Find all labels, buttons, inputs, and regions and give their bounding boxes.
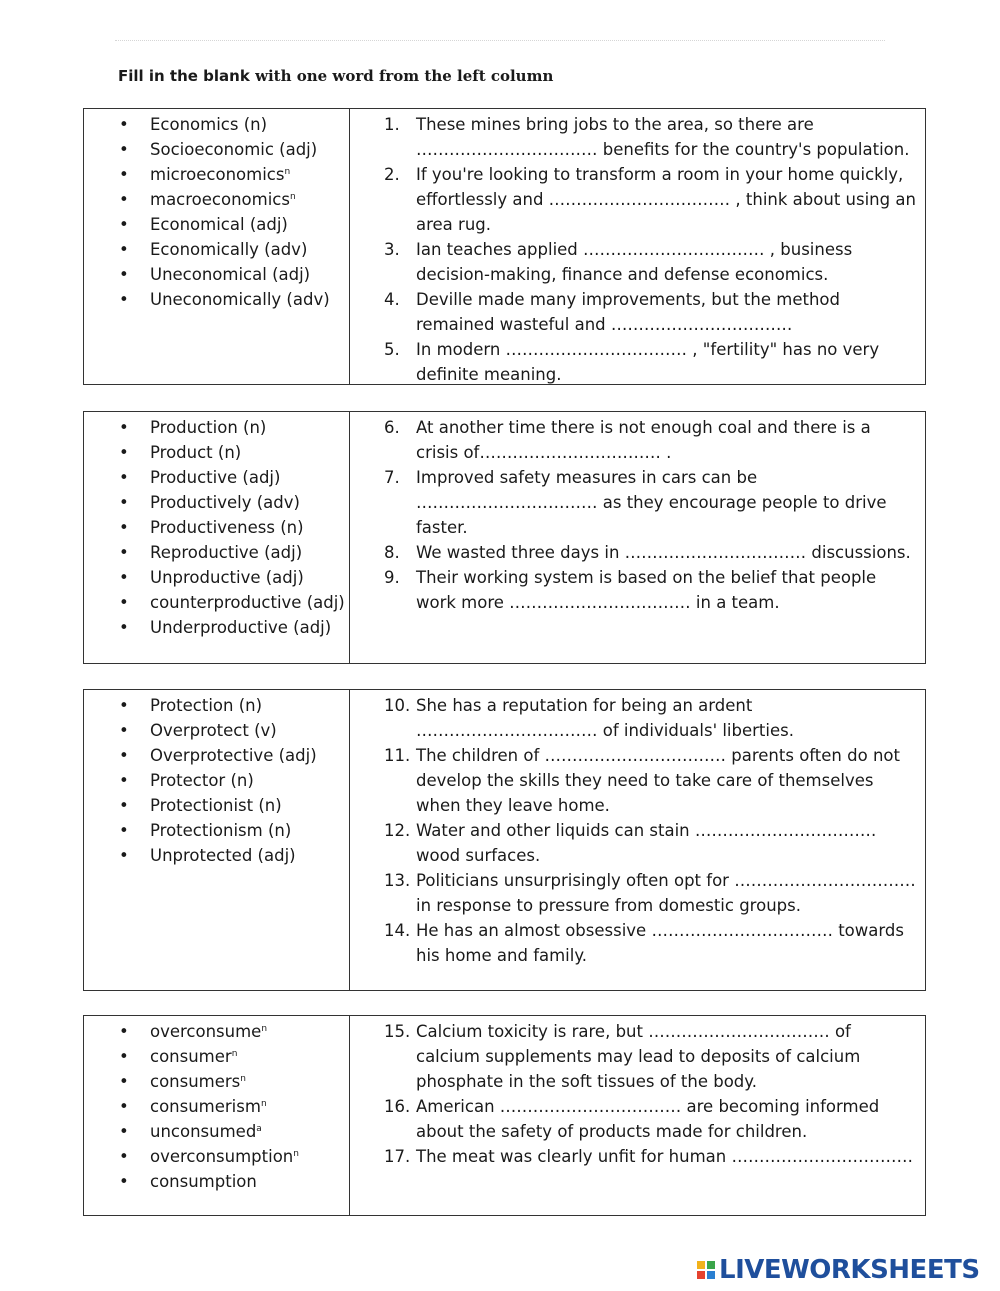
sentence-item [384, 1094, 917, 1144]
sentence-item [384, 1019, 917, 1094]
sentence-item [384, 1144, 917, 1169]
word-option-text: Overprotect (v) [150, 721, 277, 740]
word-option-text: Uneconomical (adj) [150, 265, 311, 284]
sentence-text: She has a reputation for being an ardent …………………………… of individuals' liberties. [416, 696, 794, 740]
instruction-part2: with one word from the left column [249, 67, 554, 85]
word-option [84, 112, 349, 137]
word-class-superscript: n [240, 1074, 247, 1084]
sentence-number: 9. [384, 568, 400, 587]
word-option [84, 287, 349, 312]
word-option-text: Productively (adv) [150, 493, 300, 512]
sentence-number: 7. [384, 468, 400, 487]
sentence-column [350, 690, 925, 990]
word-option [84, 693, 349, 718]
word-option-text: Economically (adv) [150, 240, 308, 259]
word-option-text: consumer [150, 1047, 232, 1066]
sentence-text: Calcium toxicity is rare, but …………………………… of calcium supplements may lead to deposits of calcium phosphate in the soft tissues of the body. [416, 1022, 861, 1091]
sentence-number: 6. [384, 418, 400, 437]
word-option-text: Overprotective (adj) [150, 746, 317, 765]
sentence-item [384, 287, 917, 337]
word-option-text: consumers [150, 1072, 241, 1091]
word-option [84, 1019, 349, 1044]
word-option-text: unconsumed [150, 1122, 257, 1141]
sentence-text: If you're looking to transform a room in your home quickly, effortlessly and …………………………… , think about using an area rug. [416, 165, 916, 234]
sentence-item [384, 693, 917, 743]
sentence-text: Politicians unsurprisingly often opt for …………………………… in response to pressure from domestic groups. [416, 871, 916, 915]
word-option [84, 187, 349, 212]
sentence-number: 2. [384, 165, 400, 184]
word-option-text: Reproductive (adj) [150, 543, 303, 562]
sentence-item [384, 743, 917, 818]
word-class-superscript: n [231, 1049, 238, 1059]
instruction-part1: Fill in the blank [118, 67, 250, 85]
sentence-text: These mines bring jobs to the area, so there are …………………………… benefits for the country's population. [416, 115, 910, 159]
word-option [84, 743, 349, 768]
sentence-item [384, 818, 917, 868]
word-class-superscript: n [260, 1099, 267, 1109]
word-class-superscript: n [293, 1149, 299, 1159]
sentence-number: 14. [384, 921, 411, 940]
word-option-text: Economics (n) [150, 115, 268, 134]
word-column [84, 412, 350, 663]
sentence-number: 16. [384, 1097, 411, 1116]
exercise-block-production [83, 411, 926, 664]
exercise-block-consumption [83, 1015, 926, 1216]
instruction [118, 66, 553, 85]
word-option [84, 515, 349, 540]
sentence-item [384, 415, 917, 465]
word-option-text: Protection (n) [150, 696, 263, 715]
sentence-item [384, 918, 917, 968]
word-option-text: macroeconomics [150, 190, 290, 209]
word-option [84, 1169, 349, 1194]
sentence-number: 4. [384, 290, 400, 309]
word-option [84, 590, 349, 615]
word-option [84, 162, 349, 187]
logo-mark-icon [697, 1261, 715, 1279]
word-option [84, 768, 349, 793]
word-option [84, 237, 349, 262]
word-class-superscript: n [261, 1024, 268, 1034]
word-option [84, 565, 349, 590]
word-option [84, 1094, 349, 1119]
word-option [84, 615, 349, 640]
word-column [84, 109, 350, 384]
word-option-text: overconsumption [150, 1147, 294, 1166]
word-option-text: counterproductive (adj) [150, 593, 345, 612]
exercise-block-protection [83, 689, 926, 991]
word-option-text: Production (n) [150, 418, 267, 437]
word-option [84, 718, 349, 743]
sentence-text: At another time there is not enough coal and there is a crisis of…………………………… . [416, 418, 871, 462]
logo-text: LIVEWORKSHEETS [719, 1255, 980, 1285]
sentence-item [384, 162, 917, 237]
sentence-number: 5. [384, 340, 400, 359]
word-option-text: Productive (adj) [150, 468, 281, 487]
sentence-number: 15. [384, 1022, 411, 1041]
word-class-superscript: n [284, 167, 291, 177]
word-option [84, 540, 349, 565]
sentence-number: 8. [384, 543, 400, 562]
word-option-text: Protector (n) [150, 771, 254, 790]
word-class-superscript: n [289, 192, 296, 202]
word-option [84, 440, 349, 465]
liveworksheets-logo [697, 1255, 980, 1285]
sentence-number: 1. [384, 115, 400, 134]
word-option-text: consumption [150, 1172, 257, 1191]
sentence-item [384, 465, 917, 540]
sentence-text: Water and other liquids can stain …………………………… wood surfaces. [416, 821, 877, 865]
sentence-item [384, 565, 917, 615]
sentence-number: 3. [384, 240, 400, 259]
word-option-text: Economical (adj) [150, 215, 288, 234]
sentence-number: 17. [384, 1147, 411, 1166]
sentence-text: He has an almost obsessive …………………………… towards his home and family. [416, 921, 904, 965]
word-option [84, 1044, 349, 1069]
word-option [84, 415, 349, 440]
sentence-item [384, 868, 917, 918]
word-option-text: Socioeconomic (adj) [150, 140, 318, 159]
sentence-column [350, 412, 925, 663]
sentence-text: Their working system is based on the belief that people work more …………………………… in a team. [416, 568, 877, 612]
word-option [84, 793, 349, 818]
word-option [84, 490, 349, 515]
sentence-item [384, 540, 917, 565]
word-option-text: Protectionism (n) [150, 821, 292, 840]
word-column [84, 1016, 350, 1215]
word-option [84, 1144, 349, 1169]
exercise-block-economics [83, 108, 926, 385]
word-option [84, 212, 349, 237]
sentence-item [384, 112, 917, 162]
word-option [84, 843, 349, 868]
sentence-column [350, 1016, 925, 1215]
sentence-text: American …………………………… are becoming informed about the safety of products made for children. [416, 1097, 880, 1141]
word-column [84, 690, 350, 990]
word-option-text: consumerism [150, 1097, 261, 1116]
word-option-text: Product (n) [150, 443, 242, 462]
word-option-text: Productiveness (n) [150, 518, 304, 537]
word-option [84, 1119, 349, 1144]
word-option-text: Uneconomically (adv) [150, 290, 330, 309]
word-option [84, 818, 349, 843]
word-option [84, 1069, 349, 1094]
sentence-text: We wasted three days in …………………………… discussions. [416, 543, 911, 562]
sentence-text: Improved safety measures in cars can be …………………………… as they encourage people to drive faster. [416, 468, 887, 537]
word-option-text: overconsume [150, 1022, 262, 1041]
word-option-text: Underproductive (adj) [150, 618, 332, 637]
word-option [84, 262, 349, 287]
top-divider [115, 40, 885, 41]
word-option-text: Unprotected (adj) [150, 846, 296, 865]
word-option [84, 137, 349, 162]
sentence-text: The meat was clearly unfit for human …………………………… [416, 1147, 913, 1166]
word-option-text: microeconomics [150, 165, 285, 184]
sentence-text: Ian teaches applied …………………………… , business decision-making, finance and defense economics. [416, 240, 853, 284]
sentence-item [384, 337, 917, 387]
sentence-number: 13. [384, 871, 411, 890]
sentence-column [350, 109, 925, 384]
sentence-number: 12. [384, 821, 411, 840]
sentence-number: 10. [384, 696, 411, 715]
sentence-number: 11. [384, 746, 411, 765]
sentence-text: Deville made many improvements, but the method remained wasteful and …………………………… [416, 290, 840, 334]
sentence-text: The children of …………………………… parents often do not develop the skills they need to take care of themselves when they leave home. [416, 746, 900, 815]
word-option-text: Protectionist (n) [150, 796, 282, 815]
sentence-text: In modern …………………………… , "fertility" has no very definite meaning. [416, 340, 880, 384]
word-class-superscript: a [256, 1124, 262, 1134]
sentence-item [384, 237, 917, 287]
word-option-text: Unproductive (adj) [150, 568, 304, 587]
word-option [84, 465, 349, 490]
